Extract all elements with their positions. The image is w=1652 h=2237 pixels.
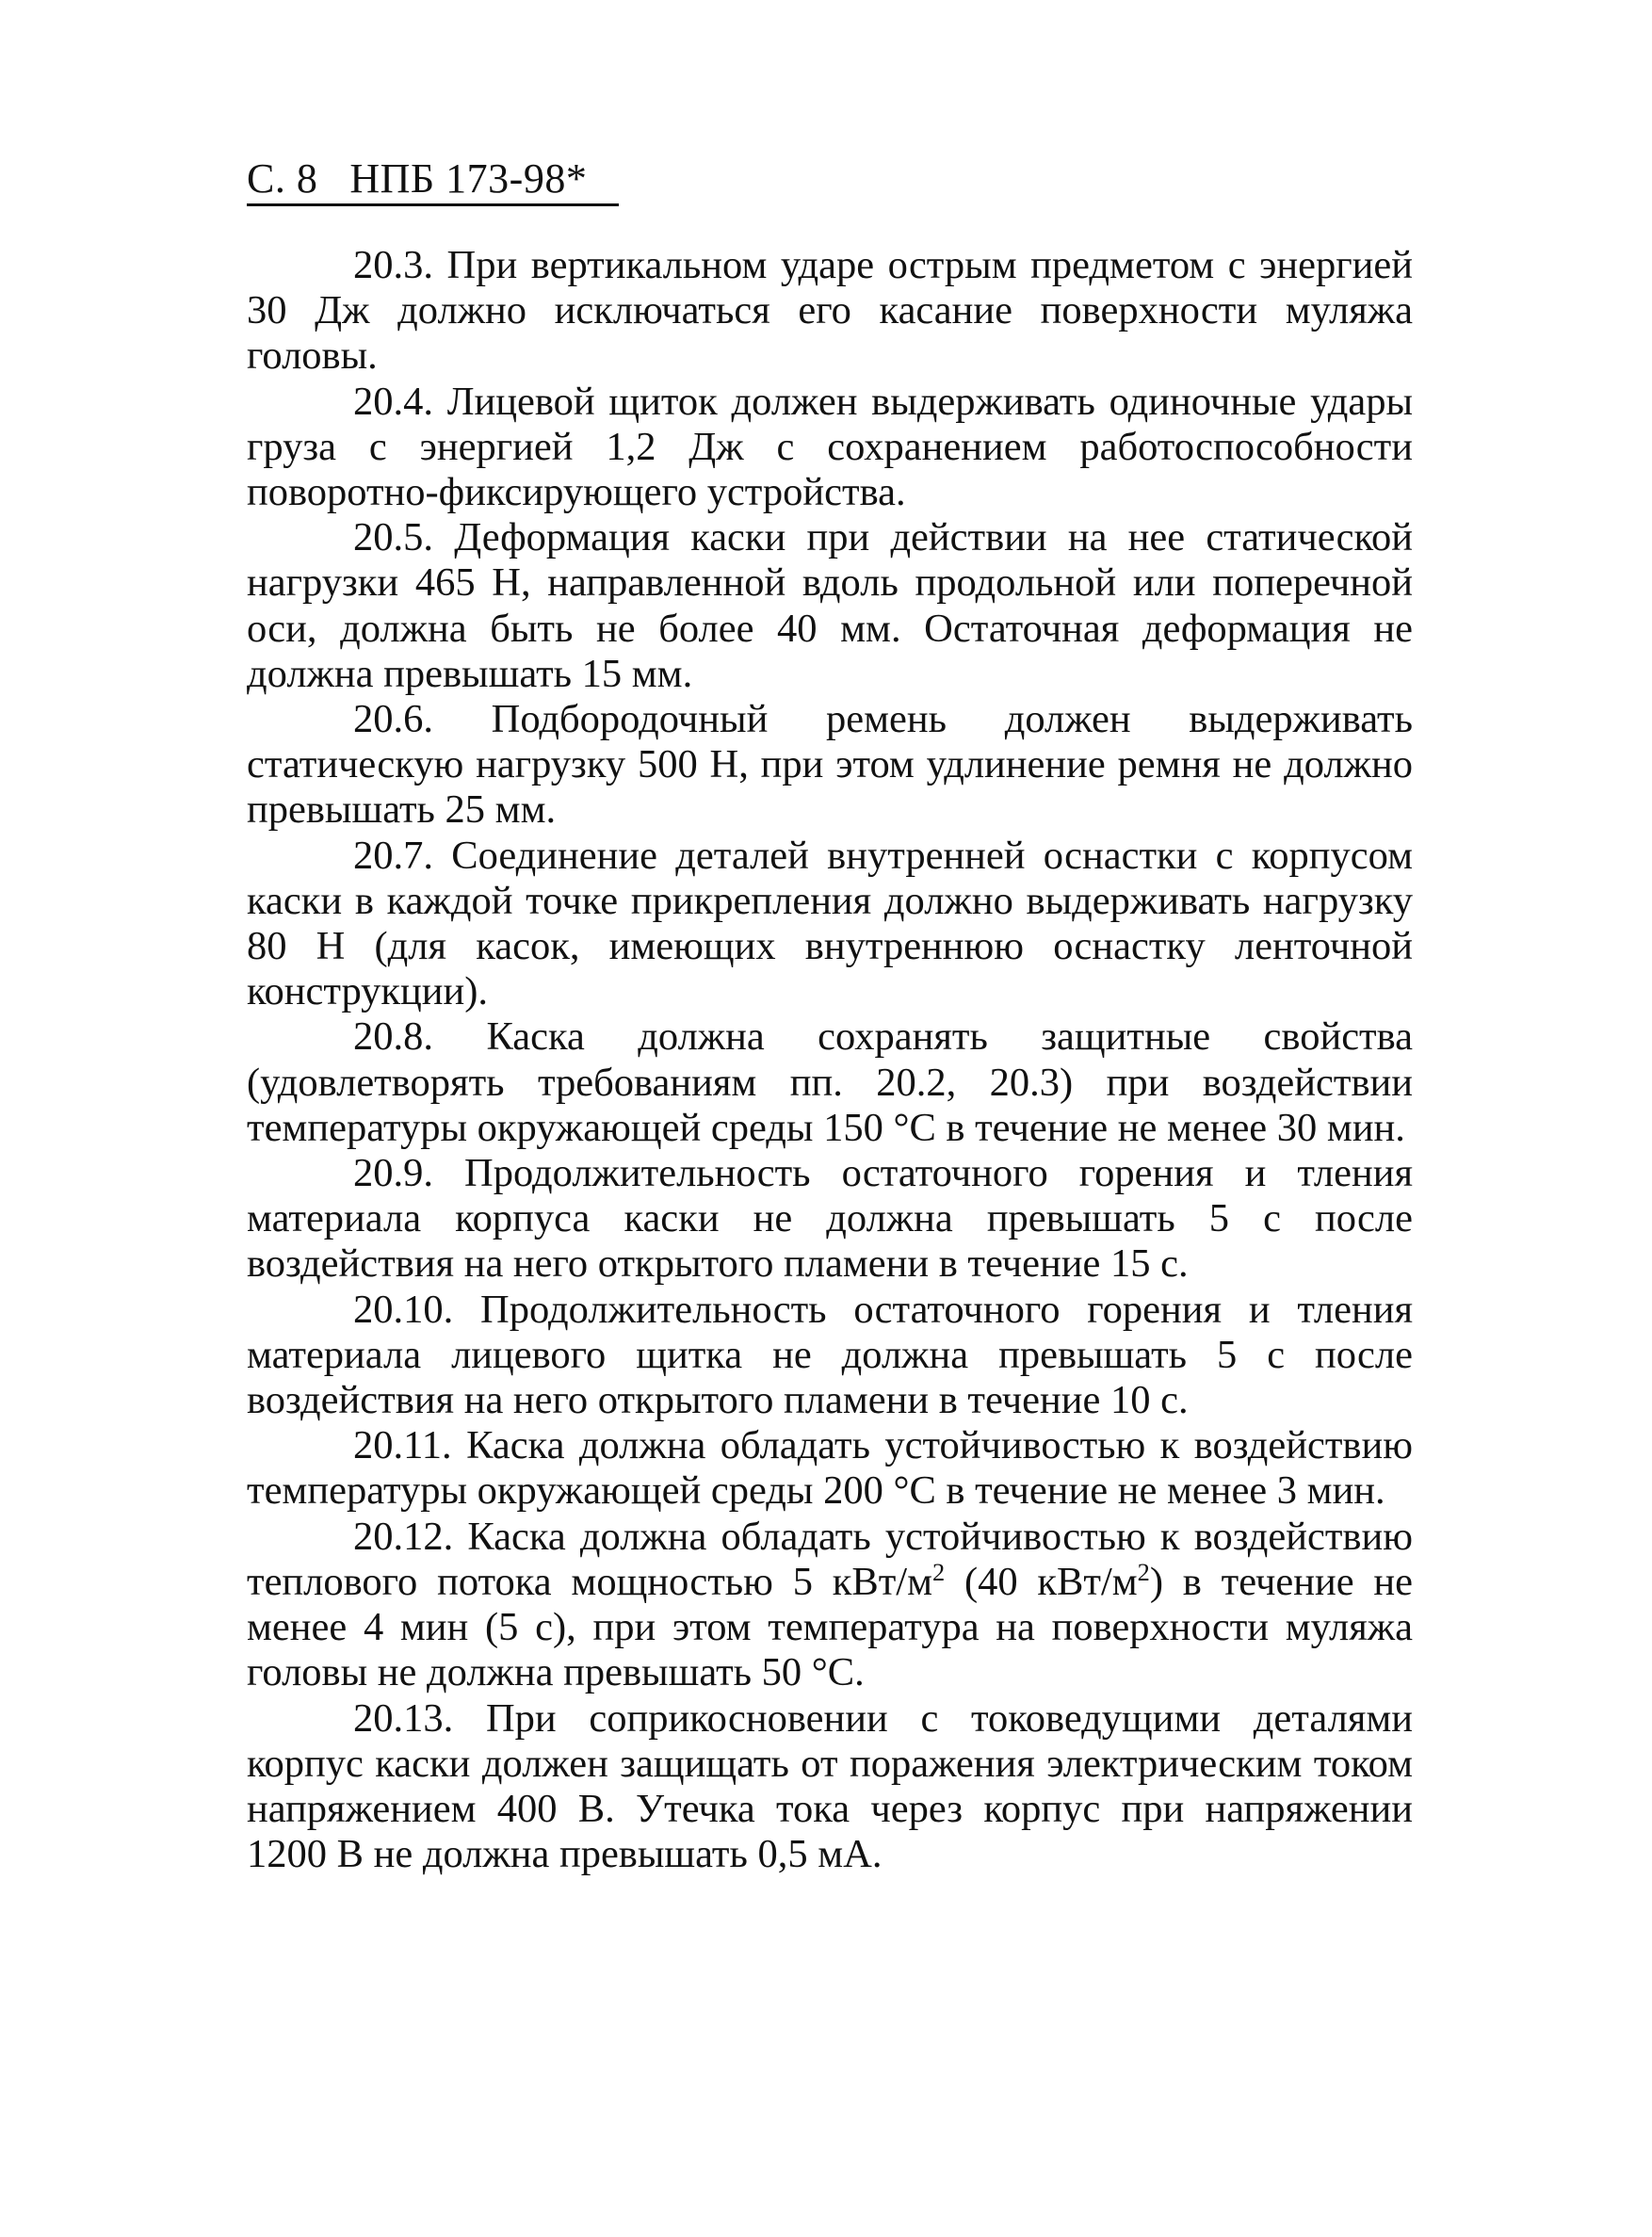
paragraph-text-part-c: ) в течение не менее 4 мин (5 с), при этом температура на поверхности муляжа головы не должна превышать 50 °С. <box>247 1559 1413 1695</box>
paragraph-text: Подбородочный ремень должен выдерживать статическую нагрузку 500 Н, при этом удлинение ремня не должно превышать 25 мм. <box>247 697 1413 833</box>
paragraph-20-13 <box>247 1696 1413 1878</box>
paragraph-number: 20.12. <box>353 1514 454 1559</box>
paragraph-text: Соединение деталей внутренней оснастки с корпусом каски в каждой точке прикрепления должно выдерживать нагрузку 80 Н (для касок, имеющих внутреннюю оснастку ленточной конструкции). <box>247 833 1413 1014</box>
paragraph-20-6 <box>247 697 1413 834</box>
paragraph-text: При вертикальном ударе острым предметом с энергией 30 Дж должно исключаться его касание поверхности муляжа головы. <box>247 243 1413 379</box>
paragraph-number: 20.5. <box>353 515 433 560</box>
paragraph-text: Лицевой щиток должен выдерживать одиночные удары груза с энергией 1,2 Дж с сохранением работоспособности поворотно-фиксирующего устройства. <box>247 379 1413 515</box>
paragraph-text: Деформация каски при действии на нее статической нагрузки 465 Н, направленной вдоль продольной или поперечной оси, должна быть не более 40 мм. Остаточная деформация не должна превышать 15 мм. <box>247 515 1414 696</box>
page-number: С. 8 <box>247 155 318 202</box>
paragraph-20-8 <box>247 1014 1413 1151</box>
paragraph-20-11 <box>247 1423 1413 1514</box>
paragraph-text: Продолжительность остаточного горения и тления материала корпуса каски не должна превышать 5 с после воздействия на него открытого пламени в течение 15 с. <box>247 1151 1414 1287</box>
paragraph-20-7 <box>247 834 1413 1015</box>
paragraph-text: При соприкосновении с токоведущими деталями корпус каски должен защищать от поражения электрическим током напряжением 400 В. Утечка тока через корпус при напряжении 1200 В не должна превышать 0,5 мА. <box>247 1695 1414 1877</box>
document-body <box>247 243 1413 1877</box>
paragraph-text-part-b: (40 кВт/м <box>945 1559 1138 1604</box>
paragraph-number: 20.6. <box>353 697 433 742</box>
page-header <box>247 156 619 206</box>
paragraph-20-10 <box>247 1288 1413 1424</box>
paragraph-number: 20.13. <box>353 1695 454 1741</box>
paragraph-number: 20.8. <box>353 1014 433 1060</box>
paragraph-number: 20.4. <box>353 379 433 424</box>
paragraph-20-9 <box>247 1151 1413 1288</box>
superscript-exponent: 2 <box>932 1558 946 1586</box>
paragraph-20-12 <box>247 1515 1413 1696</box>
paragraph-number: 20.7. <box>353 833 433 878</box>
paragraph-number: 20.9. <box>353 1151 433 1196</box>
paragraph-text: Каска должна обладать устойчивостью к воздействию температуры окружающей среды 200 °С в течение не менее 3 мин. <box>247 1423 1413 1514</box>
paragraph-20-3 <box>247 243 1413 380</box>
paragraph-number: 20.10. <box>353 1287 454 1332</box>
paragraph-text-part-a: Каска должна обладать устойчивостью к воздействию теплового потока мощностью 5 кВт/м <box>247 1514 1413 1604</box>
paragraph-text: Каска должна сохранять защитные свойства (удовлетворять требованиям пп. 20.2, 20.3) при воздействии температуры окружающей среды 150 °С в течение не менее 30 мин. <box>247 1014 1414 1150</box>
superscript-exponent: 2 <box>1137 1558 1150 1586</box>
document-code: НПБ 173-98* <box>349 155 588 202</box>
paragraph-20-4 <box>247 380 1413 516</box>
paragraph-text: Продолжительность остаточного горения и тления материала лицевого щитка не должна превышать 5 с после воздействия на него открытого пламени в течение 10 с. <box>247 1287 1414 1423</box>
paragraph-number: 20.11. <box>353 1423 452 1468</box>
paragraph-number: 20.3. <box>353 243 433 287</box>
paragraph-20-5 <box>247 515 1413 697</box>
